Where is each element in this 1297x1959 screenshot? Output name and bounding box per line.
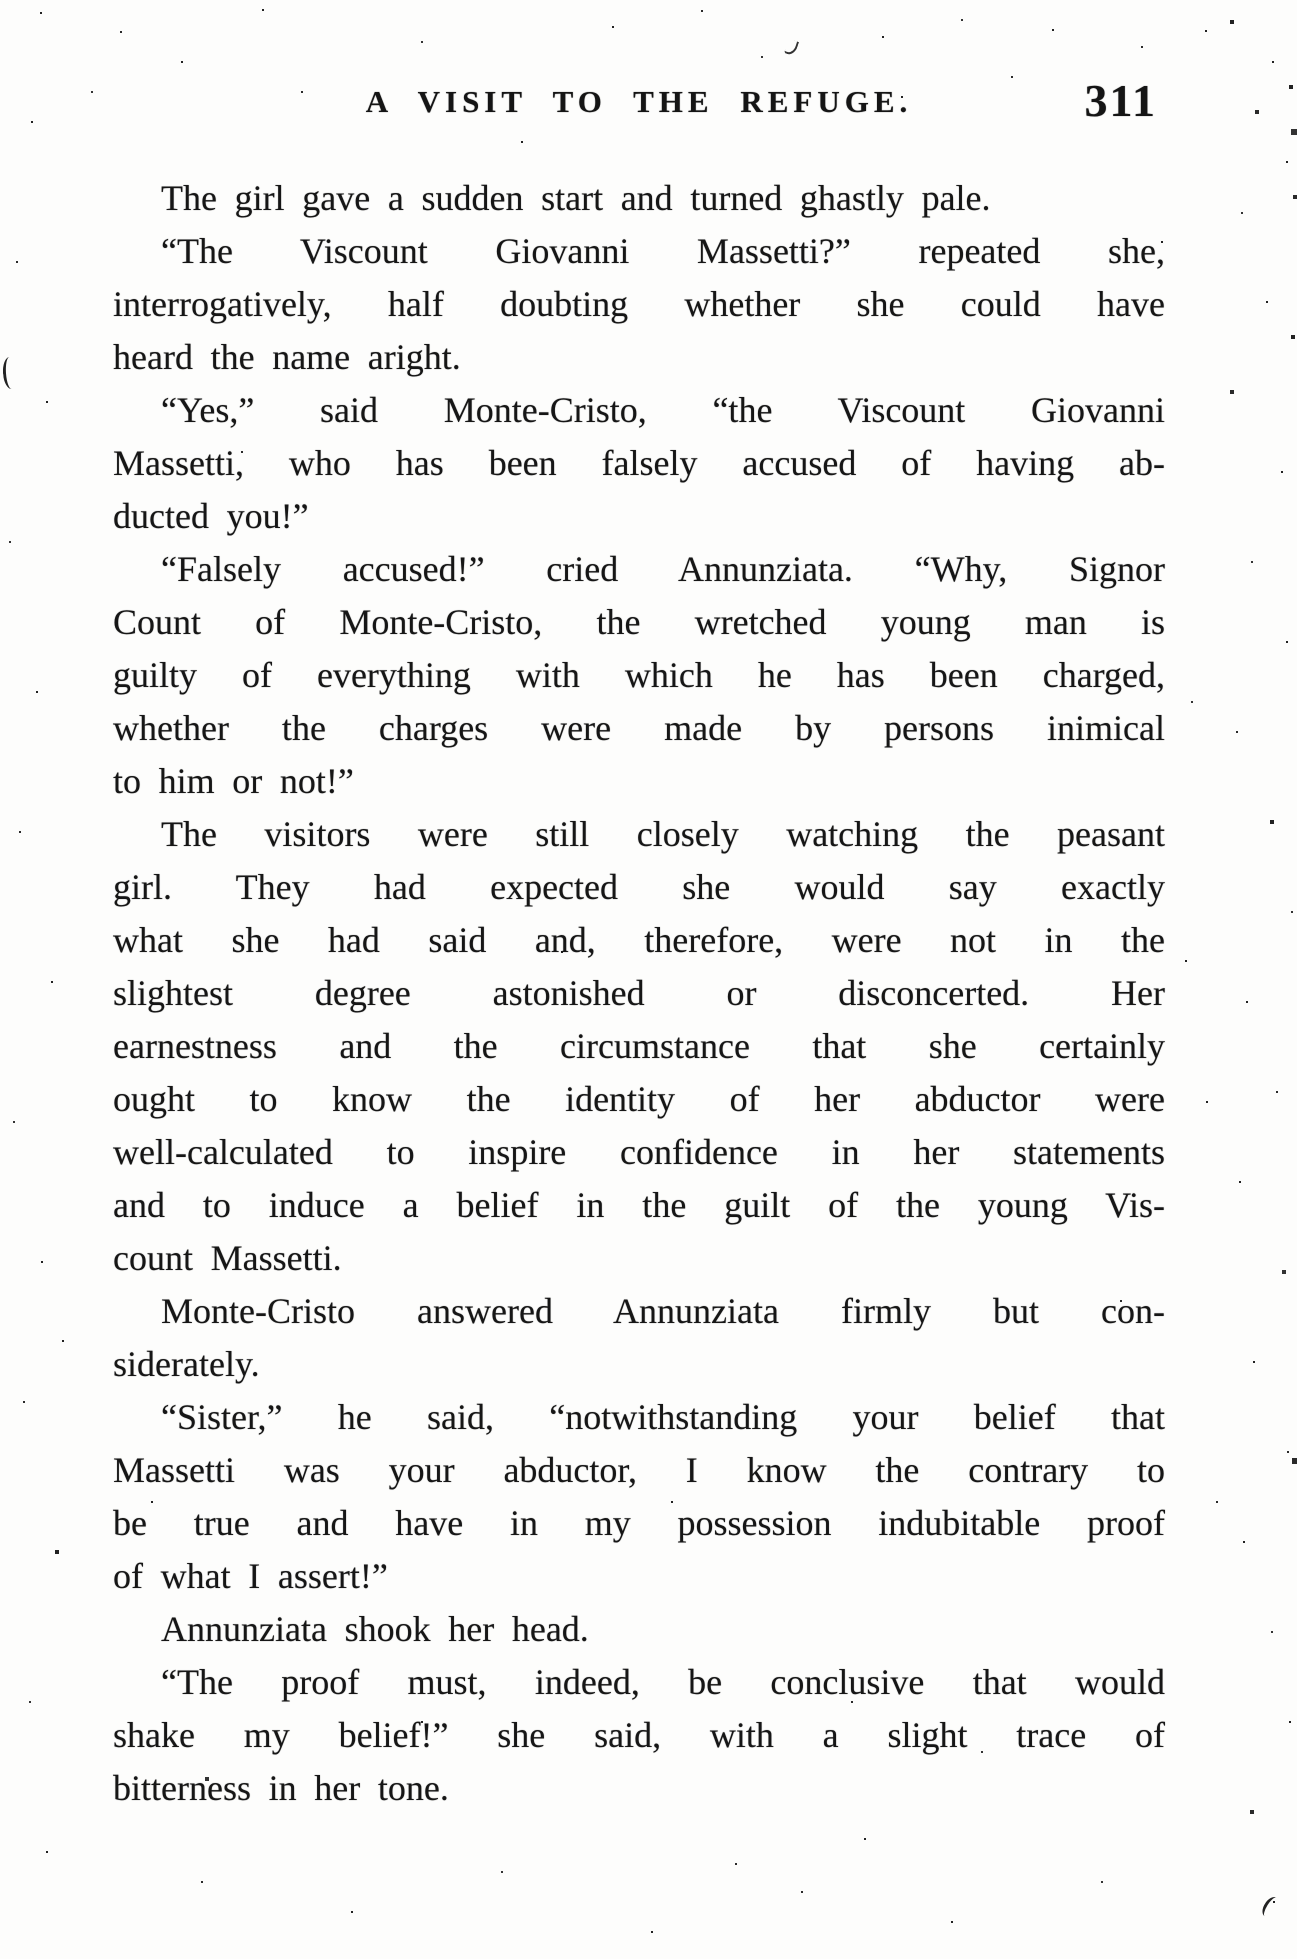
text-line: heard the name aright.: [113, 337, 461, 377]
text-line: interrogatively, half doubting whether she could have: [113, 284, 1165, 324]
text-line: ought to know the identity of her abductor were: [113, 1079, 1165, 1119]
text-line: and to induce a belief in the guilt of the young Vis-: [113, 1185, 1165, 1225]
text-line: girl. They had expected she would say exactly: [113, 867, 1165, 907]
text-line: Annunziata shook her head.: [161, 1609, 589, 1649]
text-line: whether the charges were made by persons inimical: [113, 708, 1165, 748]
text-line: guilty of everything with which he has been charged,: [113, 655, 1165, 695]
text-line: earnestness and the circumstance that she certainly: [113, 1026, 1165, 1066]
text-line: “The Viscount Giovanni Massetti?” repeated she,: [161, 231, 1165, 271]
page-text: [113, 172, 1165, 1815]
text-line: of what I assert!”: [113, 1556, 388, 1596]
text-line: The visitors were still closely watching the peasant: [161, 814, 1165, 854]
text-line: be true and have in my possession indubitable proof: [113, 1503, 1165, 1543]
text-line: The girl gave a sudden start and turned ghastly pale.: [161, 178, 991, 218]
text-line: Count of Monte-Cristo, the wretched young man is: [113, 602, 1165, 642]
running-head: [113, 75, 1165, 138]
text-line: bitterness in her tone.: [113, 1768, 449, 1808]
scan-artifact-top: [784, 39, 799, 57]
text-line: Massetti, who has been falsely accused of having ab-: [113, 443, 1165, 483]
text-line: count Massetti.: [113, 1238, 342, 1278]
text-line: well-calculated to inspire confidence in her statements: [113, 1132, 1165, 1172]
text-line: “Yes,” said Monte-Cristo, “the Viscount Giovanni: [161, 390, 1165, 430]
scan-artifact-corner: [1259, 1894, 1282, 1920]
text-line: siderately.: [113, 1344, 260, 1384]
scan-artifact-left: [2, 357, 19, 390]
text-line: “Sister,” he said, “notwithstanding your belief that: [161, 1397, 1165, 1437]
text-line: what she had said and, therefore, were not in the: [113, 920, 1165, 960]
chapter-title: A VISIT TO THE REFUGE.: [365, 84, 913, 119]
text-line: shake my belief!” she said, with a slight trace of: [113, 1715, 1165, 1755]
text-line: ducted you!”: [113, 496, 309, 536]
scan-noise: [0, 0, 2, 2]
text-line: “Falsely accused!” cried Annunziata. “Why, Signor: [161, 549, 1165, 589]
text-line: slightest degree astonished or disconcerted. Her: [113, 973, 1165, 1013]
text-line: “The proof must, indeed, be conclusive that would: [161, 1662, 1165, 1702]
text-line: Monte-Cristo answered Annunziata firmly but con-: [161, 1291, 1165, 1331]
text-line: to him or not!”: [113, 761, 354, 801]
text-line: Massetti was your abductor, I know the contrary to: [113, 1450, 1165, 1490]
page-number: 311: [1084, 75, 1157, 126]
